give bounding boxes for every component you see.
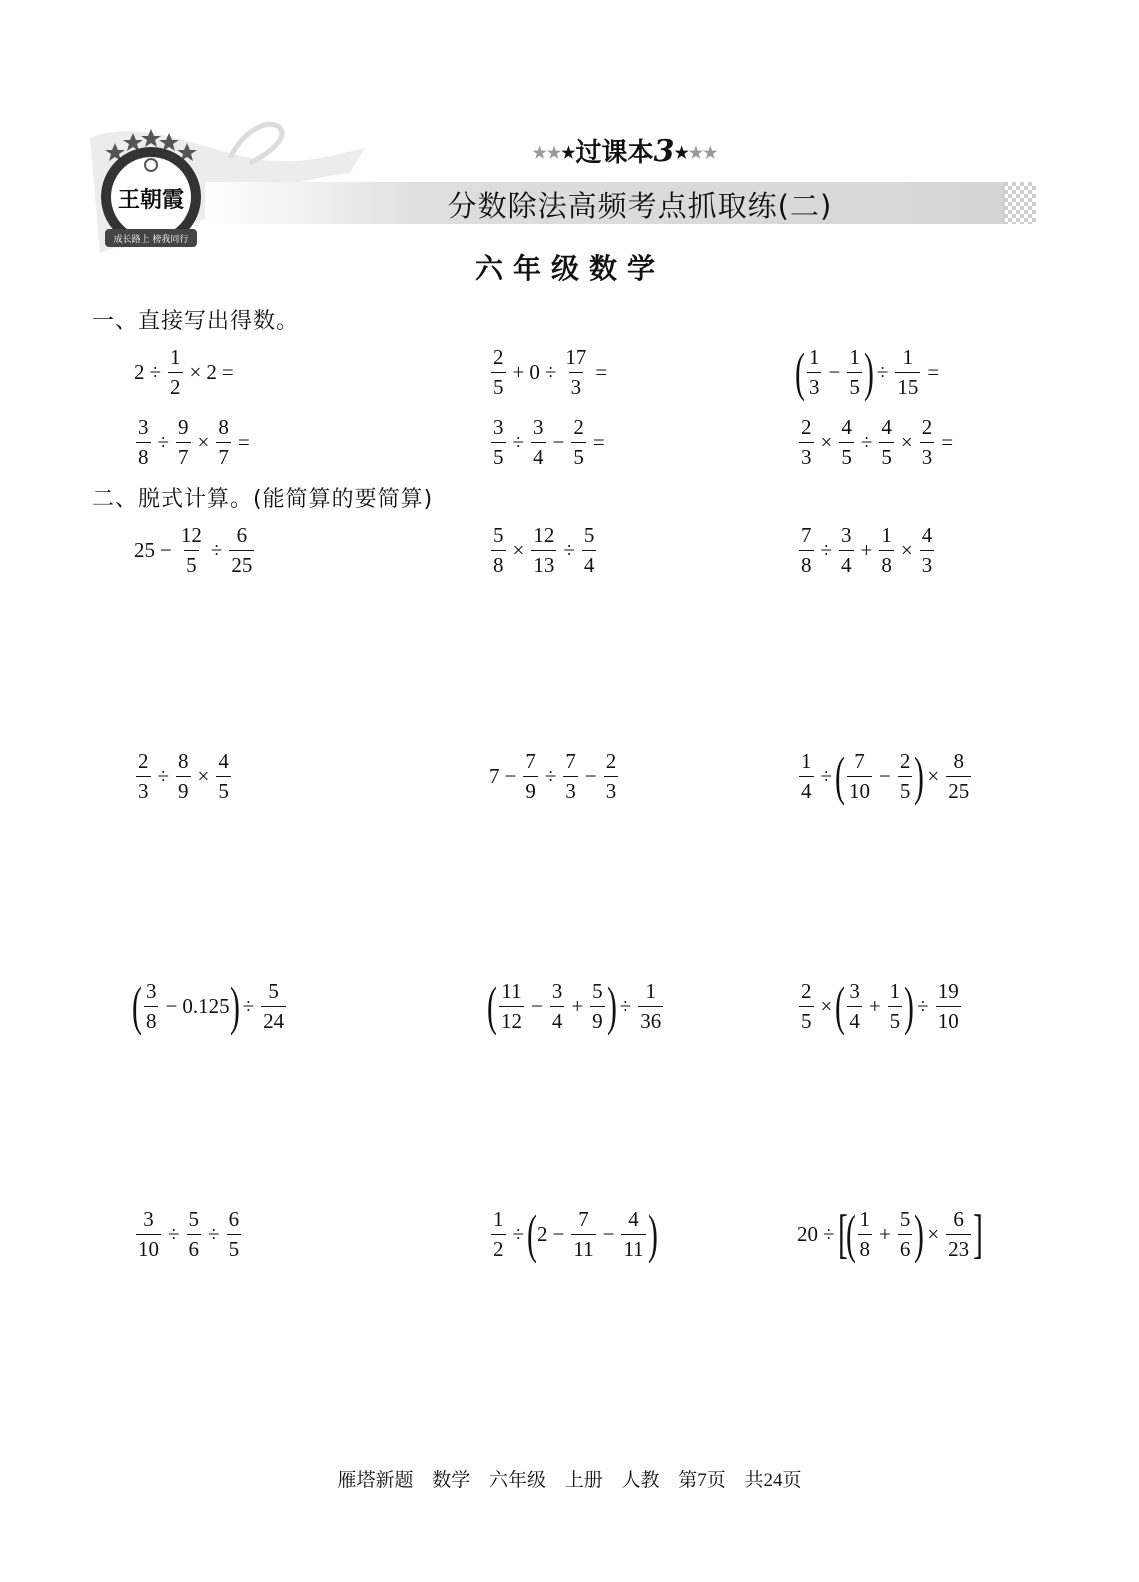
fraction-denominator: 4 <box>550 1006 565 1032</box>
fraction-numerator: 3 <box>138 414 149 439</box>
math-expression <box>796 404 957 480</box>
operator: ÷ <box>210 537 223 562</box>
fraction-denominator: 8 <box>879 550 894 576</box>
operator: ÷ <box>860 429 873 454</box>
fraction <box>888 978 903 1033</box>
fraction-numerator: 2 <box>573 414 584 439</box>
math-expression <box>488 738 621 814</box>
fraction-denominator: 3 <box>920 550 935 576</box>
fraction <box>571 1206 595 1261</box>
fraction <box>491 414 506 469</box>
fraction-denominator: 3 <box>569 372 584 398</box>
operator: × <box>927 763 940 788</box>
fraction-numerator: 2 <box>899 748 911 773</box>
operator: ÷ <box>208 1221 220 1246</box>
number: 2 <box>134 359 145 384</box>
fraction-denominator: 6 <box>898 1234 913 1260</box>
math-expression <box>133 968 289 1044</box>
fraction <box>571 414 586 469</box>
fraction <box>229 522 254 577</box>
operator: − <box>879 763 891 788</box>
fraction <box>847 344 862 399</box>
math-expression <box>488 512 599 588</box>
fraction-denominator: 7 <box>176 442 191 468</box>
operator: × <box>927 1221 940 1246</box>
section2-heading: 二、脱式计算。(能简算的要简算) <box>92 487 434 512</box>
fraction <box>638 978 663 1033</box>
fraction-denominator: 3 <box>563 776 578 802</box>
fraction <box>491 344 506 399</box>
section1-heading: 一、直接写出得数。 <box>92 309 300 334</box>
close-bracket: ) <box>863 342 874 402</box>
operator: × <box>820 429 833 454</box>
fraction-numerator: 1 <box>902 344 914 369</box>
fraction-denominator: 12 <box>499 1006 524 1032</box>
fraction <box>523 748 538 803</box>
operator: ÷ <box>157 429 170 454</box>
operator: ÷ <box>168 1221 180 1246</box>
fraction-numerator: 3 <box>849 978 860 1003</box>
star-icon: ★ <box>561 143 576 162</box>
fraction-denominator: 10 <box>936 1006 961 1032</box>
operator: − <box>504 763 517 788</box>
open-bracket: ( <box>835 976 846 1036</box>
fraction-denominator: 5 <box>847 372 862 398</box>
fraction-numerator: 5 <box>899 1206 911 1231</box>
star-icon: ★ <box>688 143 704 162</box>
logo-name: 王朝霞 <box>117 187 185 213</box>
fraction-denominator: 5 <box>879 442 894 468</box>
fraction-denominator: 5 <box>888 1006 903 1032</box>
close-bracket: ) <box>904 976 915 1036</box>
page-title: 分数除法高频考点抓取练(二) <box>447 189 833 223</box>
fraction-denominator: 2 <box>491 1234 506 1260</box>
close-bracket: ) <box>229 976 240 1036</box>
fraction-numerator: 8 <box>178 748 189 773</box>
fraction <box>261 978 286 1033</box>
fraction-numerator: 7 <box>801 522 812 547</box>
operator: = <box>221 359 234 384</box>
fraction-numerator: 1 <box>808 344 820 369</box>
fraction-denominator: 24 <box>261 1006 286 1032</box>
number: 2 <box>537 1221 548 1246</box>
math-expression <box>796 334 943 410</box>
open-bracket: [ <box>837 1204 848 1264</box>
open-bracket: ( <box>835 746 845 806</box>
fraction <box>179 522 204 577</box>
fraction <box>216 748 231 803</box>
fraction <box>531 414 546 469</box>
operator: × <box>820 993 833 1018</box>
operator: ÷ <box>917 993 929 1018</box>
operator: = <box>237 429 250 454</box>
math-expression <box>488 334 611 410</box>
fraction-denominator: 15 <box>895 372 920 398</box>
fraction <box>176 748 191 803</box>
fraction <box>563 344 588 399</box>
operator: × <box>197 429 210 454</box>
number: 25 <box>134 537 155 562</box>
series-text: 过课本 <box>575 138 654 168</box>
fraction-denominator: 5 <box>571 442 586 468</box>
operator: = <box>592 429 605 454</box>
fraction-numerator: 7 <box>565 748 576 773</box>
math-expression <box>133 1196 244 1272</box>
fraction-denominator: 4 <box>531 442 546 468</box>
fraction-numerator: 3 <box>143 1206 154 1231</box>
fraction-numerator: 1 <box>645 978 656 1003</box>
fraction-denominator: 8 <box>144 1006 159 1032</box>
fraction <box>920 414 935 469</box>
close-bracket: ) <box>914 1204 925 1264</box>
operator: − <box>165 993 178 1018</box>
math-expression <box>133 404 254 480</box>
operator: × <box>197 763 210 788</box>
operator: ÷ <box>820 763 833 788</box>
fraction-denominator: 3 <box>136 776 151 802</box>
fraction-denominator: 5 <box>898 776 913 802</box>
open-bracket: ( <box>132 976 142 1036</box>
operator: − <box>552 429 565 454</box>
fraction-numerator: 2 <box>801 414 812 439</box>
star-icon: ★ <box>703 143 718 162</box>
fraction <box>499 978 524 1033</box>
fraction-numerator: 7 <box>525 748 536 773</box>
fraction-numerator: 1 <box>170 344 181 369</box>
operator: − <box>584 763 597 788</box>
operator: − <box>530 993 543 1018</box>
brand-logo-seal <box>95 125 207 257</box>
number: 0 <box>529 359 540 384</box>
fraction-numerator: 5 <box>188 1206 200 1231</box>
fraction-numerator: 4 <box>841 414 852 439</box>
fraction <box>563 748 578 803</box>
fraction <box>582 522 597 577</box>
fraction-numerator: 6 <box>236 522 248 547</box>
fraction <box>936 978 961 1033</box>
fraction <box>839 522 854 577</box>
operator: + <box>512 359 525 384</box>
number: 7 <box>489 763 500 788</box>
fraction-denominator: 8 <box>136 442 151 468</box>
fraction-numerator: 1 <box>859 1206 870 1231</box>
fraction-numerator: 4 <box>218 748 229 773</box>
fraction-numerator: 1 <box>881 522 892 547</box>
fraction-numerator: 6 <box>228 1206 240 1231</box>
fraction-numerator: 2 <box>801 978 812 1003</box>
fraction-denominator: 8 <box>491 550 506 576</box>
fraction-numerator: 1 <box>801 748 812 773</box>
fraction-denominator: 3 <box>799 442 814 468</box>
math-expression <box>133 334 238 410</box>
operator: + <box>571 993 584 1018</box>
fraction-numerator: 2 <box>605 748 617 773</box>
page-footer: 雁塔新题 数学 六年级 上册 人教 第7页 共24页 <box>337 1470 802 1491</box>
fraction-numerator: 5 <box>583 522 595 547</box>
logo-tagline: 成长路上 榜我同行 <box>113 235 189 245</box>
series-number: 3 <box>653 134 675 169</box>
fraction <box>898 748 913 803</box>
fraction-denominator: 9 <box>590 1006 605 1032</box>
operator: + <box>868 993 881 1018</box>
fraction-numerator: 5 <box>493 522 504 547</box>
fraction <box>946 1206 971 1261</box>
operator: ÷ <box>823 1221 835 1246</box>
fraction <box>895 344 920 399</box>
fraction <box>847 978 862 1033</box>
fraction <box>491 522 506 577</box>
number: 20 <box>797 1221 818 1246</box>
close-bracket: ) <box>914 746 925 806</box>
math-expression <box>796 738 974 814</box>
math-expression <box>133 738 234 814</box>
fraction-numerator: 4 <box>628 1206 639 1231</box>
fraction-numerator: 8 <box>218 414 229 439</box>
fraction-numerator: 1 <box>849 344 860 369</box>
fraction-denominator: 4 <box>839 550 854 576</box>
operator: ÷ <box>149 359 162 384</box>
fraction <box>136 414 151 469</box>
fraction-denominator: 5 <box>839 442 854 468</box>
fraction-numerator: 3 <box>551 978 563 1003</box>
fraction-numerator: 1 <box>493 1206 504 1231</box>
fraction-numerator: 1 <box>889 978 901 1003</box>
open-bracket: ( <box>527 1204 537 1264</box>
math-expression <box>796 512 937 588</box>
math-expression <box>488 968 666 1044</box>
open-bracket: ( <box>487 976 497 1036</box>
fraction <box>839 414 854 469</box>
math-expression <box>133 512 257 588</box>
fraction-numerator: 2 <box>138 748 149 773</box>
fraction-denominator: 4 <box>582 550 597 576</box>
page-subtitle: 六年级数学 <box>474 252 665 285</box>
fraction-numerator: 11 <box>501 978 522 1003</box>
fraction-numerator: 3 <box>493 414 504 439</box>
fraction <box>531 522 556 577</box>
fraction-numerator: 8 <box>953 748 964 773</box>
fraction-denominator: 5 <box>216 776 231 802</box>
fraction <box>799 522 814 577</box>
fraction-denominator: 9 <box>523 776 538 802</box>
fraction <box>227 1206 242 1261</box>
fraction-numerator: 19 <box>937 978 959 1003</box>
banner-checker-decoration <box>1000 182 1036 224</box>
fraction <box>879 414 894 469</box>
fraction-denominator: 25 <box>946 776 971 802</box>
fraction-denominator: 8 <box>858 1234 873 1260</box>
fraction-numerator: 3 <box>841 522 852 547</box>
fraction <box>799 978 814 1033</box>
fraction-numerator: 12 <box>533 522 555 547</box>
fraction-denominator: 5 <box>491 442 506 468</box>
number: 2 <box>206 359 217 384</box>
fraction-denominator: 10 <box>136 1234 161 1260</box>
fraction-denominator: 10 <box>847 776 872 802</box>
open-bracket: ( <box>845 1204 856 1264</box>
fraction-denominator: 5 <box>227 1234 242 1260</box>
operator: × <box>900 429 913 454</box>
close-bracket: ) <box>606 976 617 1036</box>
fraction <box>550 978 565 1033</box>
operator: ÷ <box>544 763 557 788</box>
operator: ÷ <box>544 359 557 384</box>
fraction-denominator: 9 <box>176 776 191 802</box>
fraction-denominator: 11 <box>571 1234 595 1260</box>
fraction-numerator: 12 <box>180 522 202 547</box>
operator: ÷ <box>157 763 170 788</box>
fraction-numerator: 7 <box>854 748 865 773</box>
operator: ÷ <box>619 993 632 1018</box>
operator: − <box>602 1221 615 1246</box>
fraction-numerator: 17 <box>565 344 587 369</box>
fraction-denominator: 4 <box>799 776 814 802</box>
operator: × <box>189 359 202 384</box>
fraction-denominator: 3 <box>807 372 822 398</box>
operator: × <box>512 537 525 562</box>
open-bracket: ( <box>795 342 805 402</box>
math-expression <box>488 1196 657 1272</box>
fraction-denominator: 13 <box>531 550 556 576</box>
number: 0.125 <box>182 993 230 1018</box>
fraction <box>590 978 605 1033</box>
fraction-denominator: 36 <box>638 1006 663 1032</box>
fraction-denominator: 6 <box>187 1234 202 1260</box>
fraction <box>168 344 183 399</box>
operator: ÷ <box>820 537 833 562</box>
fraction-numerator: 6 <box>953 1206 964 1231</box>
fraction-numerator: 4 <box>921 522 933 547</box>
fraction <box>807 344 822 399</box>
fraction-numerator: 5 <box>268 978 279 1003</box>
fraction <box>491 1206 506 1261</box>
star-icon: ★ <box>674 143 689 162</box>
math-expression <box>796 1196 982 1272</box>
fraction-denominator: 25 <box>229 550 254 576</box>
fraction <box>187 1206 202 1261</box>
fraction-numerator: 3 <box>533 414 544 439</box>
fraction-denominator: 3 <box>920 442 935 468</box>
fraction-numerator: 2 <box>921 414 933 439</box>
operator: × <box>900 537 913 562</box>
star-icon: ★ <box>546 143 562 162</box>
operator: + <box>860 537 873 562</box>
fraction-denominator: 8 <box>799 550 814 576</box>
math-expression <box>796 968 964 1044</box>
fraction-denominator: 5 <box>491 372 506 398</box>
series-label <box>440 132 810 169</box>
close-bracket: ] <box>973 1204 984 1264</box>
operator: − <box>160 537 172 562</box>
fraction-numerator: 5 <box>592 978 603 1003</box>
fraction-denominator: 11 <box>621 1234 645 1260</box>
operator: = <box>941 429 954 454</box>
close-bracket: ) <box>647 1204 658 1264</box>
fraction-denominator: 5 <box>184 550 199 576</box>
operator: = <box>595 359 608 384</box>
operator: ÷ <box>563 537 575 562</box>
fraction-denominator: 7 <box>216 442 231 468</box>
fraction-denominator: 23 <box>946 1234 971 1260</box>
fraction <box>920 522 935 577</box>
fraction-numerator: 7 <box>578 1206 589 1231</box>
math-expression <box>488 404 609 480</box>
fraction-denominator: 3 <box>604 776 619 802</box>
fraction <box>799 748 814 803</box>
fraction <box>898 1206 913 1261</box>
fraction-denominator: 5 <box>799 1006 814 1032</box>
fraction <box>799 414 814 469</box>
operator: − <box>828 359 841 384</box>
fraction <box>604 748 619 803</box>
operator: − <box>552 1221 565 1246</box>
fraction-numerator: 4 <box>881 414 892 439</box>
fraction-denominator: 2 <box>168 372 183 398</box>
operator: + <box>879 1221 891 1246</box>
fraction <box>847 748 872 803</box>
operator: ÷ <box>876 359 889 384</box>
fraction-numerator: 9 <box>178 414 189 439</box>
fraction <box>216 414 231 469</box>
fraction <box>144 978 159 1033</box>
fraction <box>176 414 191 469</box>
operator: ÷ <box>242 993 255 1018</box>
fraction <box>946 748 971 803</box>
operator: ÷ <box>512 1221 525 1246</box>
fraction <box>621 1206 645 1261</box>
star-icon: ★ <box>532 143 547 162</box>
fraction <box>136 1206 161 1261</box>
operator: ÷ <box>512 429 525 454</box>
fraction <box>136 748 151 803</box>
operator: = <box>927 359 940 384</box>
fraction <box>879 522 894 577</box>
fraction-numerator: 2 <box>493 344 504 369</box>
fraction <box>858 1206 873 1261</box>
fraction-denominator: 4 <box>847 1006 862 1032</box>
fraction-numerator: 3 <box>145 978 157 1003</box>
